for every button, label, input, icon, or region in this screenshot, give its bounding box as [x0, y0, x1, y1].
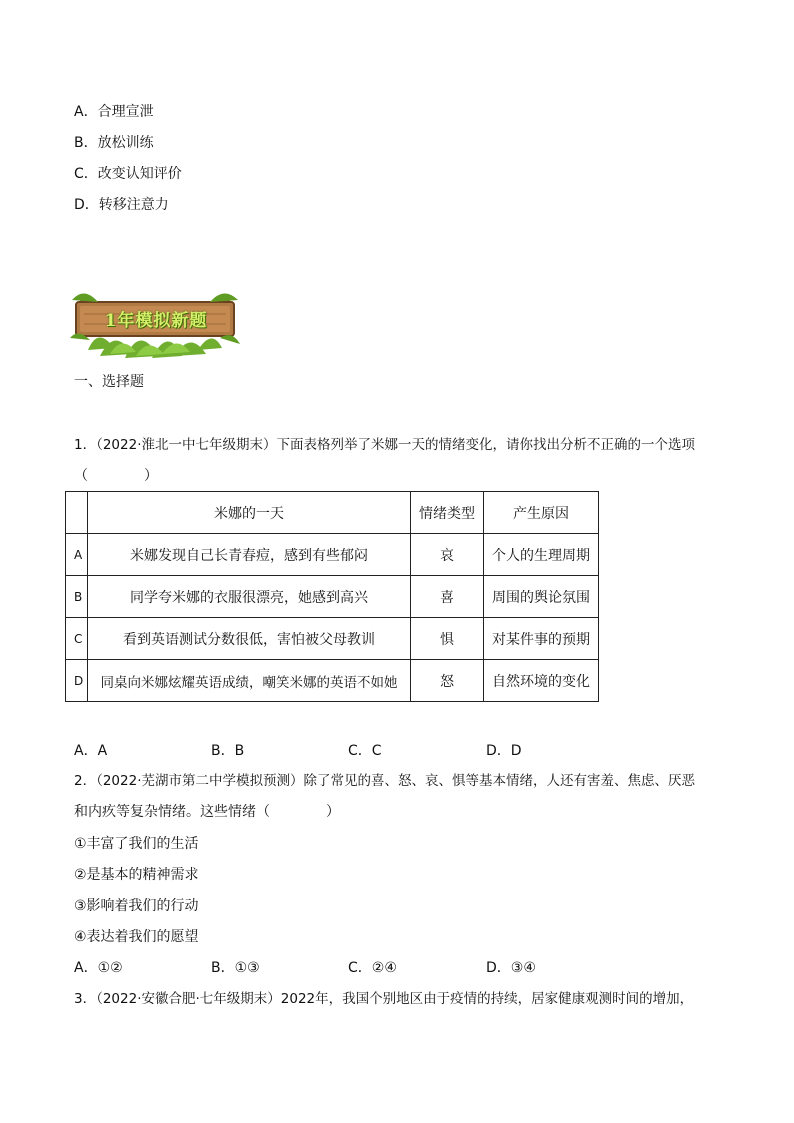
table-row: [66, 618, 599, 660]
table-cell: 对某件事的预期: [484, 618, 599, 660]
q2-stem-line2: 和内疚等复杂情绪。这些情绪（ ）: [74, 804, 340, 820]
q2-option-c: C．②④: [348, 960, 397, 976]
table-cell: 怒: [411, 660, 484, 702]
q3-stem-line1: 3．（2022·安徽合肥·七年级期末）2022年，我国个别地区由于疫情的持续，居家健康观测时间的增加，: [74, 991, 694, 1007]
q1-answer-blank: （ ）: [74, 468, 158, 484]
q1-option-d: D．D: [486, 743, 522, 759]
table-cell: 周围的舆论氛围: [484, 576, 599, 618]
emotion-table: [65, 491, 599, 702]
q2-statement-1: ①丰富了我们的生活: [74, 836, 199, 852]
table-header: 产生原因: [484, 492, 599, 534]
table-cell: 同学夸米娜的衣服很漂亮，她感到高兴: [88, 576, 411, 618]
table-row: [66, 534, 599, 576]
table-cell: 看到英语测试分数很低，害怕被父母教训: [88, 618, 411, 660]
option-b: B．放松训练: [74, 135, 154, 151]
q1-option-b: B．B: [211, 743, 245, 759]
table-cell: 米娜发现自己长青春痘，感到有些郁闷: [88, 534, 411, 576]
table-header: 情绪类型: [411, 492, 484, 534]
row-label: A: [66, 534, 88, 576]
row-label: B: [66, 576, 88, 618]
table-cell: 哀: [411, 534, 484, 576]
table-cell: 喜: [411, 576, 484, 618]
table-row: [66, 660, 599, 702]
table-cell: 同桌向米娜炫耀英语成绩，嘲笑米娜的英语不如她: [88, 660, 411, 702]
section-banner: [70, 286, 240, 358]
q1-option-a: A．A: [74, 743, 108, 759]
option-d: D．转移注意力: [74, 197, 169, 213]
q2-option-b: B．①③: [211, 960, 260, 976]
option-a: A．合理宣泄: [74, 104, 154, 120]
row-label: C: [66, 618, 88, 660]
table-row: [66, 576, 599, 618]
table-header: [66, 492, 88, 534]
q2-stem-line1: 2．（2022·芜湖市第二中学模拟预测）除了常见的喜、怒、哀、惧等基本情绪，人还有害羞、焦虑、厌恶: [74, 773, 695, 789]
q2-statement-2: ②是基本的精神需求: [74, 867, 199, 883]
section-heading: 一、选择题: [74, 374, 144, 390]
table-header-row: [66, 492, 599, 534]
q1-stem: 1．（2022·淮北一中七年级期末）下面表格列举了米娜一天的情绪变化，请你找出分析不正确的一个选项: [74, 437, 695, 453]
row-label: D: [66, 660, 88, 702]
table-header: 米娜的一天: [88, 492, 411, 534]
q1-option-c: C．C: [348, 743, 382, 759]
q2-statement-3: ③影响着我们的行动: [74, 898, 199, 914]
table-cell: 自然环境的变化: [484, 660, 599, 702]
table-cell: 惧: [411, 618, 484, 660]
banner-title: 1年模拟新题: [104, 311, 208, 331]
option-c: C．改变认知评价: [74, 166, 182, 182]
q2-statement-4: ④表达着我们的愿望: [74, 929, 199, 945]
q2-option-a: A．①②: [74, 960, 123, 976]
table-cell: 个人的生理周期: [484, 534, 599, 576]
q2-option-d: D．③④: [486, 960, 536, 976]
